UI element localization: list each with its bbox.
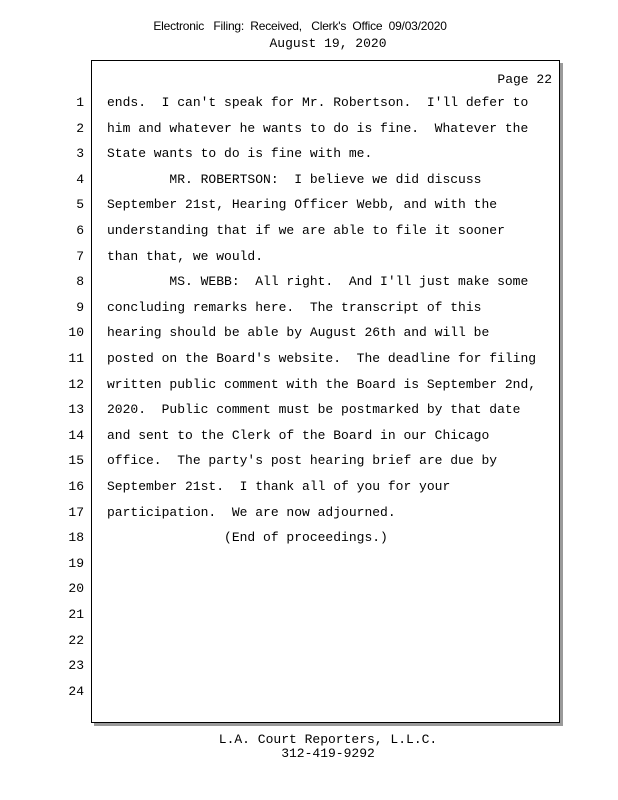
line-number: 21 [68, 607, 84, 622]
line-number: 23 [68, 658, 84, 673]
line-number: 15 [68, 453, 84, 468]
line-number: 14 [68, 428, 84, 443]
transcript-line-text: and sent to the Clerk of the Board in our Chicago [107, 428, 490, 443]
transcript-date: August 19, 2020 [269, 36, 387, 51]
line-number: 9 [76, 300, 84, 315]
transcript-line-text: office. The party's post hearing brief are due by [107, 453, 498, 468]
line-number: 1 [76, 95, 84, 110]
line-number: 10 [68, 325, 84, 340]
line-number: 12 [68, 377, 84, 392]
transcript-line-text: September 21st. I thank all of you for your [107, 479, 451, 494]
transcript-line-text: State wants to do is fine with me. [107, 146, 373, 161]
transcript-line-text: ends. I can't speak for Mr. Robertson. I'll defer to [107, 95, 529, 110]
line-number: 8 [76, 274, 84, 289]
line-number: 16 [68, 479, 84, 494]
line-number: 2 [76, 121, 84, 136]
transcript-line-text: understanding that if we are able to file it sooner [107, 223, 505, 238]
transcript-line-text: him and whatever he wants to do is fine. Whatever the [107, 121, 529, 136]
transcript-line-text: MR. ROBERTSON: I believe we did discuss [107, 172, 482, 187]
line-number: 5 [76, 197, 84, 212]
page-number: Page 22 [497, 72, 552, 87]
transcript-line-text: posted on the Board's website. The deadline for filing [107, 351, 537, 366]
court-reporter-phone: 312-419-9292 [281, 746, 375, 761]
line-number: 13 [68, 402, 84, 417]
transcript-line-text: MS. WEBB: All right. And I'll just make some [107, 274, 529, 289]
line-number: 22 [68, 633, 84, 648]
transcript-line-text: than that, we would. [107, 249, 264, 264]
transcript-line-text: participation. We are now adjourned. [107, 505, 396, 520]
line-number: 19 [68, 556, 84, 571]
line-number: 4 [76, 172, 84, 187]
transcript-line-text: concluding remarks here. The transcript of this [107, 300, 482, 315]
transcript-line-text: written public comment with the Board is September 2nd, [107, 377, 537, 392]
transcript-line-text: (End of proceedings.) [107, 530, 388, 545]
line-number: 3 [76, 146, 84, 161]
filing-stamp: Electronic Filing: Received, Clerk's Office 09/03/2020 [153, 19, 447, 33]
transcript-line-text: hearing should be able by August 26th and will be [107, 325, 490, 340]
line-number: 17 [68, 505, 84, 520]
line-number: 20 [68, 581, 84, 596]
line-number: 11 [68, 351, 84, 366]
line-number: 7 [76, 249, 84, 264]
transcript-line-text: September 21st, Hearing Officer Webb, and with the [107, 197, 498, 212]
line-number: 18 [68, 530, 84, 545]
line-number: 6 [76, 223, 84, 238]
line-number: 24 [68, 684, 84, 699]
court-reporter-name: L.A. Court Reporters, L.L.C. [218, 732, 438, 747]
transcript-line-text: 2020. Public comment must be postmarked by that date [107, 402, 521, 417]
